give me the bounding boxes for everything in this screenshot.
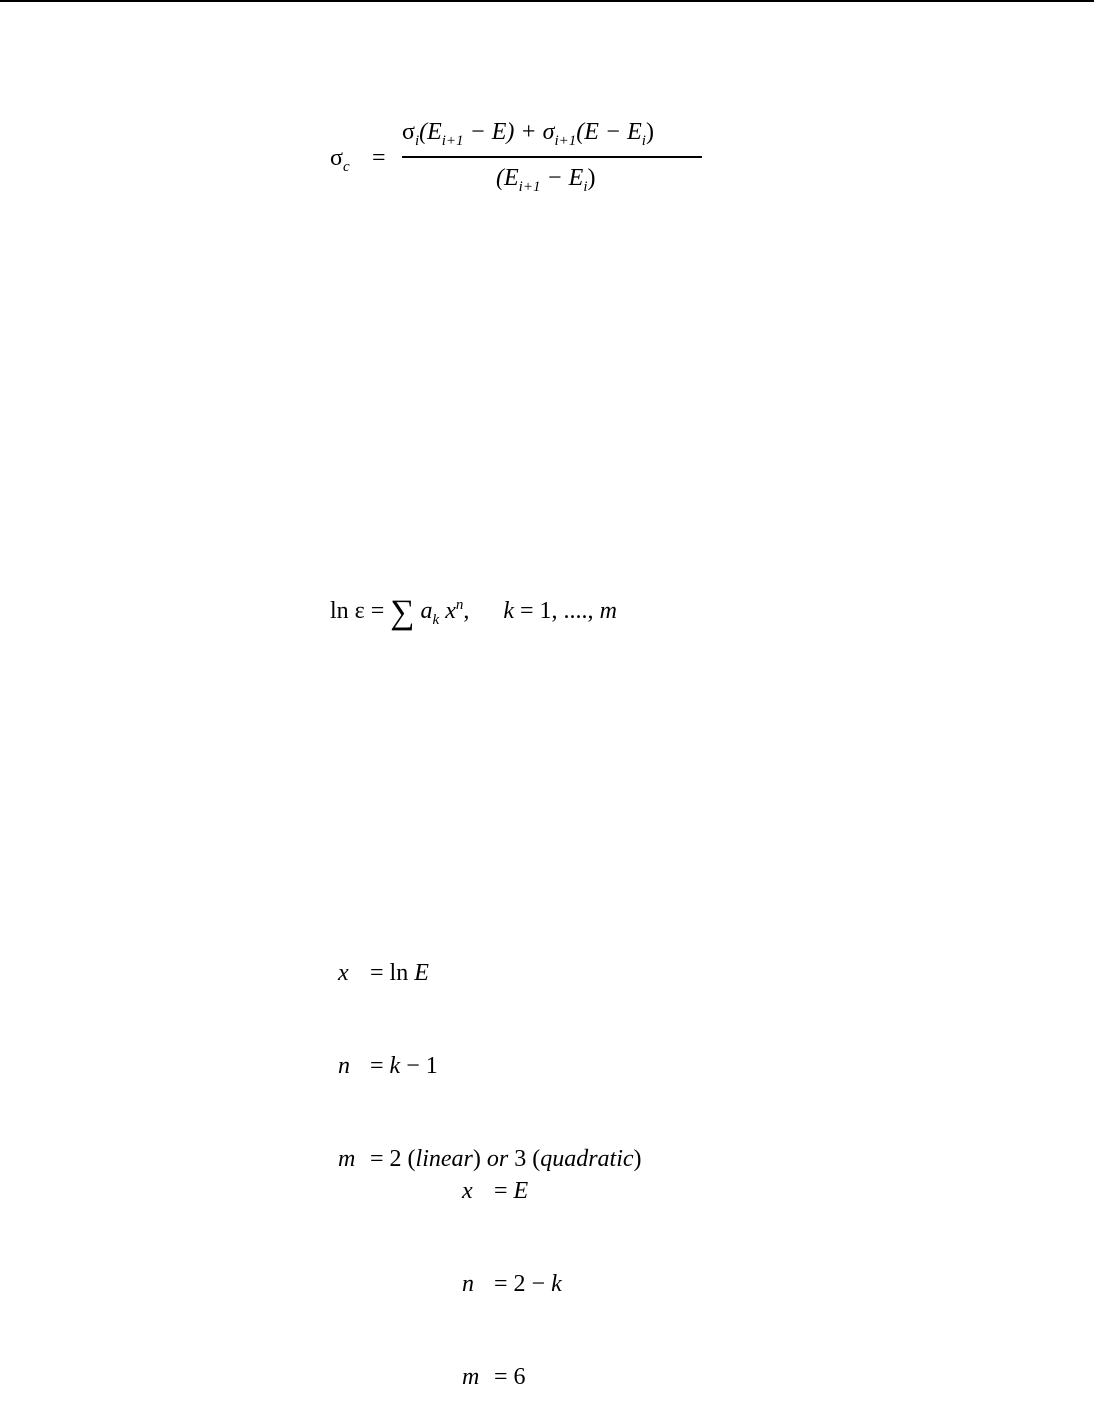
summation-symbol: ∑ [390,594,415,631]
eq1-equals: = [372,145,386,171]
interpolation-equation [330,120,710,200]
definition-row: m = 6 [462,1364,526,1390]
definition-row: x = ln E [338,960,429,986]
top-rule [0,0,1094,2]
eq1-denominator: $(E_{i+1} - E_i)$ [496,165,596,195]
definition-row: x = E [462,1178,529,1204]
eq1-lhs: $\sigma_c$ [330,145,350,175]
log-series-equation: ln ε = ∑ $a_k$ $x^n$, k = 1, ...., m [330,594,617,631]
definition-row: n = 2 − k [462,1271,562,1297]
eq1-fraction-bar [402,156,702,158]
definitions-polynomial-fit [462,1114,562,1424]
eq1-numerator: $\sigma_i(E_{i+1} - E) + \sigma_{i+1}(E - E_i)$ [402,119,654,149]
definition-row: n = k − 1 [338,1053,438,1079]
definition-row: m = 2 ( linear ) or 3 ( quadratic ) [338,1146,642,1172]
